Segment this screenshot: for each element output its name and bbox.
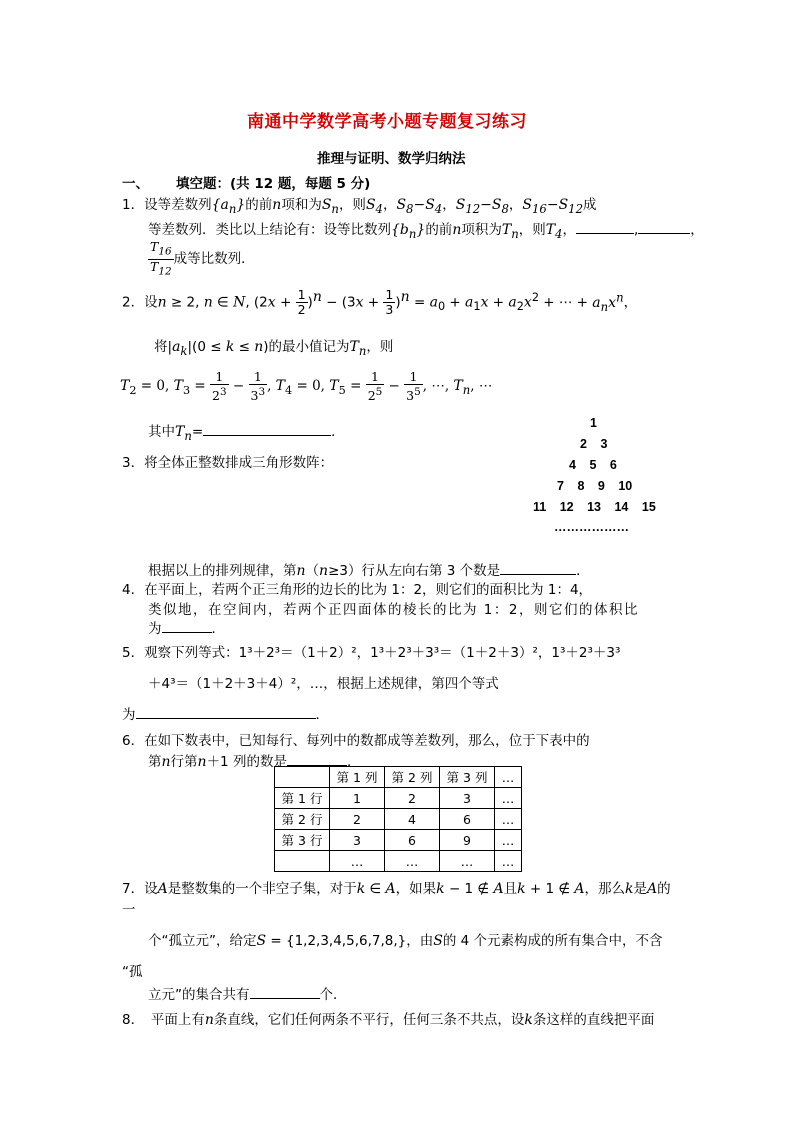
question-6-line-2: 第n行第n＋1 列的数是 ． [148, 750, 360, 770]
question-7-line-1: 7．设A是整数集的一个非空子集，对于k ∈ A，如果k − 1 ∉ A且k + 1 ∉ A，那么k是A的 [122, 881, 671, 897]
table-cell: … [495, 809, 522, 830]
question-4-line-1: 4．在平面上，若两个正三角形的边长的比为 1：2，则它们的面积比为 1：4， [122, 582, 593, 598]
question-3-text: 3．将全体正整数排成三角形数阵： [122, 455, 334, 471]
table-cell: 第 1 列 [330, 767, 385, 788]
question-1-line-1: 1．设等差数列$\{a_n\}$的前n项和为$S_n$，则$S_4$，$S_8-S_4$，$S_{12}-S_8$，$S_{16}-S_{12}$成 [122, 197, 597, 216]
table-cell: … [495, 788, 522, 809]
question-6-line-1: 6．在如下数表中，已知每行、每列中的数都成等差数列，那么，位于下表中的 [122, 733, 590, 749]
table-cell: 3 [440, 788, 495, 809]
question-7-line-4: “孤 [122, 964, 143, 980]
table-cell: 第 3 列 [440, 767, 495, 788]
table-cell: 9 [440, 830, 495, 851]
page-title: 南通中学数学高考小题专题复习练习 [247, 112, 527, 132]
question-4-line-2: 类似地，在空间内，若两个正四面体的棱长的比为 1：2，则它们的体积比 [148, 602, 639, 618]
triangle-dots: ……………… [554, 520, 629, 534]
section-heading: 填空题：(共 12 题，每题 5 分) [176, 176, 371, 192]
table-row [275, 788, 522, 809]
table-cell: 第 2 列 [385, 767, 440, 788]
table-cell: 第 2 行 [275, 809, 330, 830]
table-cell: … [440, 851, 495, 872]
table-cell: 4 [385, 809, 440, 830]
table-cell [275, 767, 330, 788]
table-cell: 3 [330, 830, 385, 851]
section-number: 一、 [122, 176, 149, 192]
question-7-line-2: 一 [122, 902, 136, 918]
table-row [275, 809, 522, 830]
question-5-line-3: 为 ． [122, 703, 329, 723]
table-cell: 2 [385, 788, 440, 809]
question-3-tail: 根据以上的排列规律，第n（n≥3）行从左向右第 3 个数是 ． [148, 559, 590, 579]
page-subtitle: 推理与证明、数学归纳法 [317, 151, 466, 167]
table-row [275, 851, 522, 872]
number-table [274, 766, 522, 872]
table-cell: … [495, 767, 522, 788]
question-5-line-2: ＋4³＝（1＋2＋3＋4）²，…，根据上述规律，第四个等式 [148, 676, 499, 692]
question-4-line-3: 为 ． [148, 617, 225, 637]
table-cell: 第 1 行 [275, 788, 330, 809]
triangle-row-5: 11 12 13 14 15 [533, 500, 656, 514]
question-7-line-5: 立元”的集合共有 个． [148, 983, 347, 1003]
triangle-row-4: 7 8 9 10 [557, 479, 633, 493]
triangle-row-3: 4 5 6 [569, 458, 617, 472]
question-2-line-2: 将$|a_k|(0 \le k \le n)$的最小值记为$T_n$，则 [154, 339, 394, 358]
table-cell: … [330, 851, 385, 872]
question-1-line-2: 等差数列．类比以上结论有：设等比数列$\{b_n\}$的前n项积为$T_n$，则$T_4$， , ， [148, 218, 704, 241]
table-row [275, 830, 522, 851]
table-cell: … [495, 830, 522, 851]
question-2-line-1: 2．设n ≥ 2, n ∈ N, (2x + $\frac{1}{2}$ )$^n$ − (3x + $\frac{1}{3}$ )$^n = a_0 + a_1x + a_2x^2$ + ⋯ + $a_nx^n$， [122, 287, 638, 317]
question-1-line-3: $\frac{T_{16}}{T_{12}}$ 成等比数列． [150, 239, 255, 277]
triangle-row-1: 1 [590, 416, 597, 430]
table-cell: 1 [330, 788, 385, 809]
question-5-line-1: 5．观察下列等式：1³＋2³＝（1＋2）²，1³＋2³＋3³＝（1＋2＋3）²，1³＋2³＋3³ [122, 645, 621, 661]
triangle-row-2: 2 3 [580, 437, 608, 451]
table-cell: 2 [330, 809, 385, 830]
question-2-line-4: 其中$T_n=$ ． [148, 420, 345, 443]
question-8-line-1: 8． 平面上有n条直线，它们任何两条不平行，任何三条不共点，设k条这样的直线把平面 [122, 1012, 655, 1028]
table-cell: … [495, 851, 522, 872]
table-cell: … [385, 851, 440, 872]
table-cell [275, 851, 330, 872]
table-cell: 6 [440, 809, 495, 830]
table-cell: 6 [385, 830, 440, 851]
question-2-formula: $T_2 = 0$, $T_3$ = $\frac{1}{2^3}$ − $\frac{1}{3^3}$ , $T_4 = 0$, $T_5$ = $\frac{1}{2^5}$ − $\frac{1}{3^5}$ , ⋯, $T_n$, ⋯ [120, 369, 493, 404]
table-cell: 第 3 行 [275, 830, 330, 851]
question-7-line-3: 个“孤立元”，给定S = {1,2,3,4,5,6,7,8,}，由S的 4 个元素构成的所有集合中，不含 [148, 933, 663, 949]
table-header-row [275, 767, 522, 788]
